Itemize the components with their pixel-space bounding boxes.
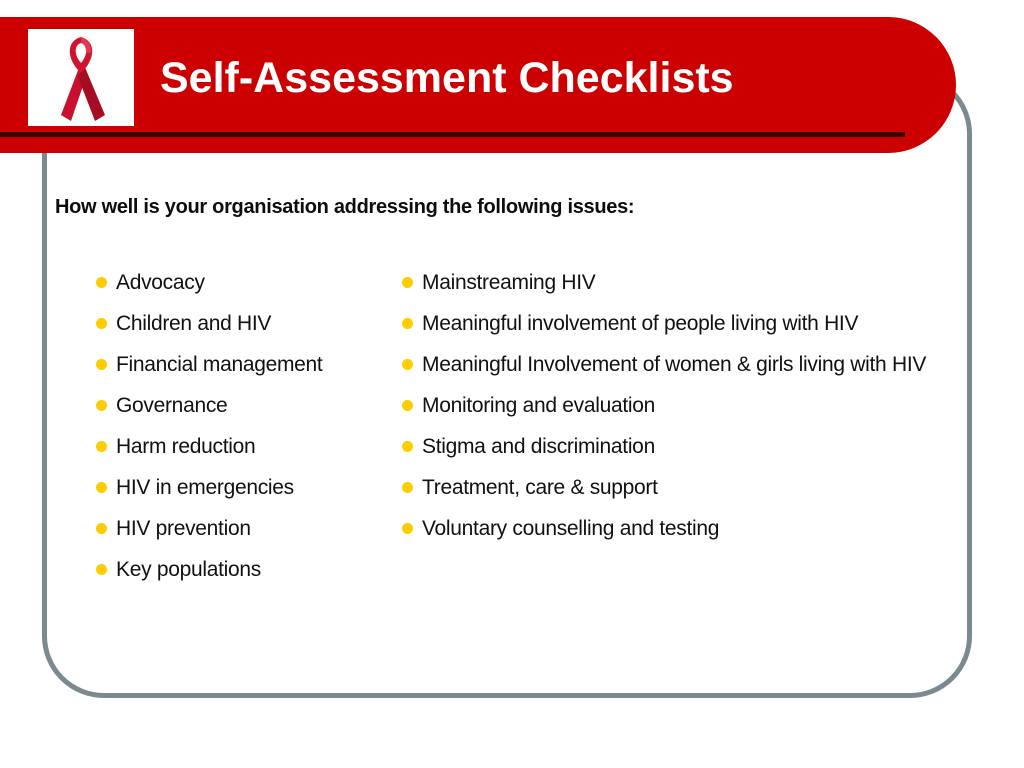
list-item [96,467,322,508]
bullet-icon [402,441,413,452]
topic-label: Children and HIV [116,311,272,335]
topic-list-left [96,262,322,590]
list-item [402,467,926,508]
list-item [96,385,322,426]
bullet-icon [402,482,413,493]
topic-label: Meaningful Involvement of women & girls living with HIV [422,352,927,376]
logo [28,29,134,126]
intro-question: How well is your organisation addressing the following issues: [55,196,635,218]
list-item [96,344,322,385]
topic-label: HIV prevention [116,516,251,540]
list-item [402,344,926,385]
topic-label: HIV in emergencies [116,475,294,499]
list-item [96,508,322,549]
topic-label: Mainstreaming HIV [422,270,596,294]
topic-label: Financial management [116,352,323,376]
list-item [96,549,322,590]
list-item [402,262,926,303]
bullet-icon [96,523,107,534]
list-item [402,508,926,549]
bullet-icon [402,359,413,370]
list-item [96,303,322,344]
list-item [402,426,926,467]
topic-label: Harm reduction [116,434,256,458]
list-item [96,262,322,303]
banner-divider [0,132,905,137]
bullet-icon [402,523,413,534]
topic-label: Advocacy [116,270,205,294]
topic-label: Voluntary counselling and testing [422,516,720,540]
bullet-icon [402,400,413,411]
topic-label: Meaningful involvement of people living with HIV [422,311,859,335]
bullet-icon [96,482,107,493]
slide-title: Self-Assessment Checklists [160,54,734,102]
bullet-icon [96,359,107,370]
topic-label: Monitoring and evaluation [422,393,655,417]
list-item [402,303,926,344]
topic-label: Treatment, care & support [422,475,658,499]
topic-label: Governance [116,393,228,417]
bullet-icon [96,400,107,411]
list-item [402,385,926,426]
bullet-icon [96,318,107,329]
topic-list-right [402,262,926,549]
list-item [96,426,322,467]
bullet-icon [402,318,413,329]
bullet-icon [96,564,107,575]
topic-label: Stigma and discrimination [422,434,655,458]
bullet-icon [96,277,107,288]
topic-label: Key populations [116,557,261,581]
bullet-icon [402,277,413,288]
bullet-icon [96,441,107,452]
red-ribbon-icon [28,29,134,126]
